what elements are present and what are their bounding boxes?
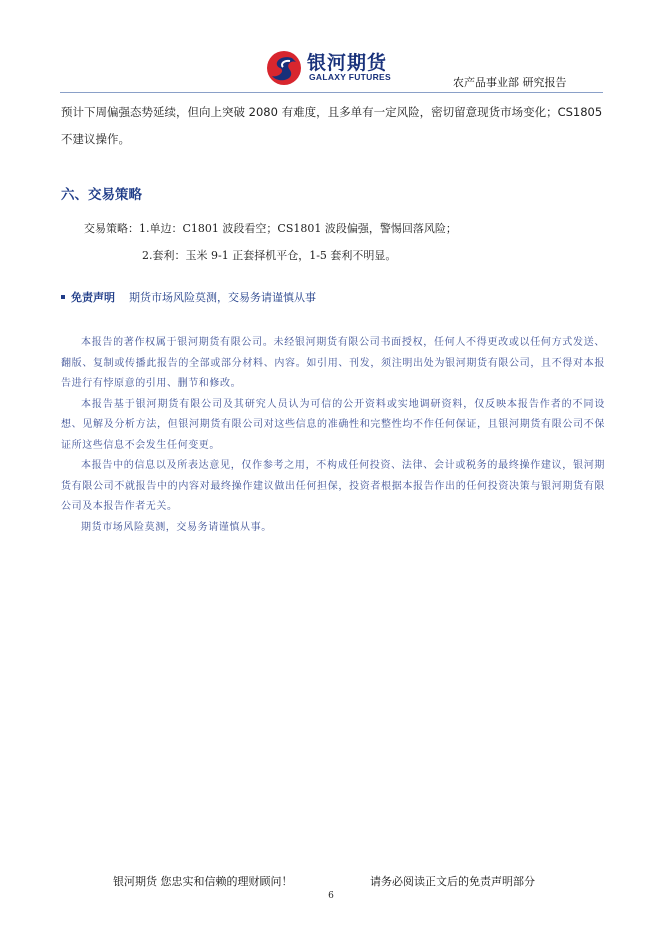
disclaimer-title: 免责声明	[71, 291, 115, 304]
intro-paragraph: 预计下周偏强态势延续，但向上突破 2080 有难度，且多单有一定风险，密切留意现货市场变化；CS1805 不建议操作。	[61, 105, 603, 146]
disclaimer-paragraph: 本报告中的信息以及所表达意见，仅作参考之用，不构成任何投资、法律、会计或税务的最终操作建议，银河期货有限公司不就报告中的内容对最终操作建议做出任何担保，投资者根据本报告作出的任何投资决策与银河期货有限公司及本报告作者无关。	[61, 460, 605, 512]
strategy-line-1: 交易策略：1.单边：C1801 波段看空；CS1801 波段偏强，警惕回落风险；	[84, 222, 457, 235]
logo-chinese-name: 银河期货	[307, 52, 388, 74]
disclaimer-paragraph: 本报告基于银河期货有限公司及其研究人员认为可信的公开资料或实地调研资料，仅反映本报告作者的不同设想、见解及分析方法，但银河期货有限公司对这些信息的准确性和完整性均不作任何保证，且银河期货有限公司不保证所这些信息不会发生任何变更。	[61, 398, 605, 451]
department-label: 农产品事业部 研究报告	[453, 76, 567, 89]
bullet-square-icon	[61, 295, 65, 299]
disclaimer-heading	[61, 289, 316, 305]
header-divider	[60, 92, 603, 93]
strategy-line-2: 2.套利：玉米 9-1 正套择机平仓，1-5 套利不明显。	[142, 249, 397, 262]
section-title: 六、交易策略	[61, 187, 142, 203]
logo-english-name: GALAXY FUTURES	[309, 72, 391, 82]
page-number: 6	[328, 891, 334, 901]
disclaimer-body	[61, 333, 605, 538]
footer-disclaimer-note: 请务必阅读正文后的免责声明部分	[370, 875, 535, 888]
footer-slogan: 银河期货 您忠实和信赖的理财顾问！	[113, 875, 293, 888]
page-footer	[0, 873, 662, 913]
page-header	[0, 44, 662, 94]
disclaimer-paragraph: 本报告的著作权属于银河期货有限公司。未经银河期货有限公司书面授权，任何人不得更改或以任何方式发送、翻版、复制或传播此报告的全部或部分材料、内容。如引用、刊发，须注明出处为银河期货有限公司，且不得对本报告进行有悖原意的引用、删节和修改。	[61, 337, 605, 389]
disclaimer-subtitle: 期货市场风险莫测，交易务请谨慎从事	[129, 291, 316, 304]
galaxy-logo-icon	[266, 50, 302, 86]
disclaimer-paragraph: 期货市场风险莫测，交易务请谨慎从事。	[81, 521, 272, 533]
